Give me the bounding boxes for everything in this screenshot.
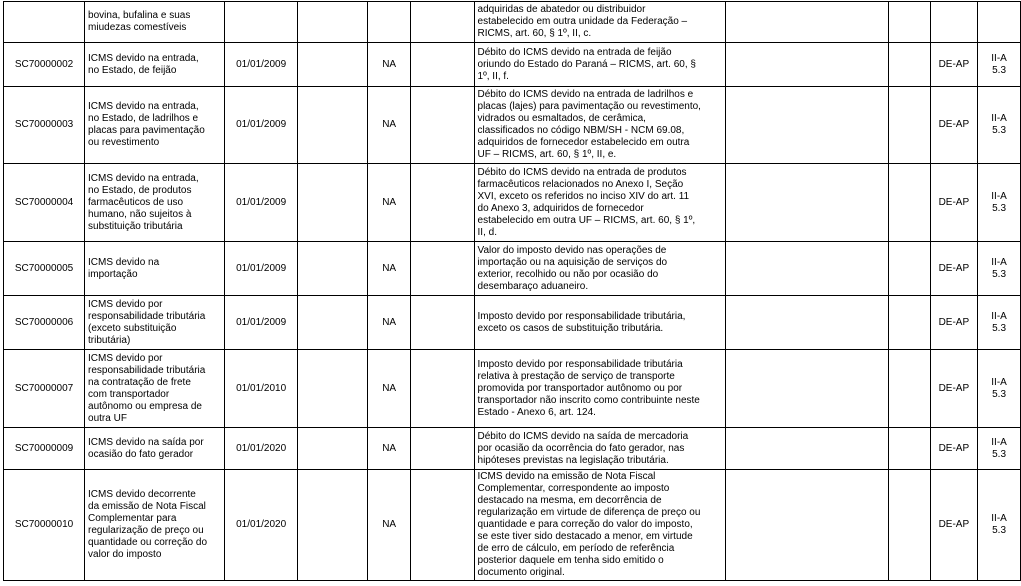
blank-cell <box>726 87 889 164</box>
description-cell-line: ocasião do fato gerador <box>88 448 194 460</box>
description-cell <box>85 296 225 350</box>
long-description-cell-line: exterior, recolhido ou não por ocasião do <box>477 268 659 280</box>
description-cell-line: ICMS devido na <box>88 256 160 268</box>
description-cell-line: quantidade ou correção do <box>88 537 208 548</box>
code-cell: SC70000010 <box>4 470 85 581</box>
table-row <box>4 2 1021 43</box>
section-cell-line: 5.3 <box>992 268 1007 280</box>
code-cell: SC70000007 <box>4 350 85 428</box>
section-cell <box>978 87 1021 164</box>
description-cell <box>85 43 225 87</box>
section-cell-line: II-A <box>991 376 1007 388</box>
reference-cell <box>930 2 978 43</box>
blank-cell <box>410 2 474 43</box>
long-description-cell-line: Débito do ICMS devido na entrada de produtos <box>477 166 687 178</box>
description-cell-line: ICMS devido na entrada, <box>88 101 199 112</box>
description-cell-line: na contratação de frete <box>88 376 191 388</box>
long-description-cell-line: Valor do imposto devido nas operações de <box>477 244 667 256</box>
description-cell-line: importação <box>88 268 138 280</box>
description-cell-line: humano, não sujeitos à <box>88 208 192 220</box>
long-description-cell <box>474 428 726 470</box>
start-date-cell: 01/01/2009 <box>225 296 298 350</box>
long-description-cell <box>474 242 726 296</box>
reference-cell: DE-AP <box>930 350 978 428</box>
description-cell-line: ou revestimento <box>88 137 160 148</box>
blank-cell <box>888 87 930 164</box>
long-description-cell-line: ICMS devido na emissão de Nota Fiscal <box>477 471 656 482</box>
long-description-cell-line: Estado - Anexo 6, art. 124. <box>477 406 596 418</box>
long-description-cell-line: Débito do ICMS devido na entrada de ladrilhos e <box>477 89 694 100</box>
table-row <box>4 87 1021 164</box>
long-description-cell-line: Imposto devido por responsabilidade tributária <box>477 358 683 370</box>
start-date-cell <box>225 2 298 43</box>
na-cell: NA <box>368 164 411 242</box>
blank-cell <box>726 428 889 470</box>
section-cell <box>978 350 1021 428</box>
description-cell <box>85 428 225 470</box>
code-cell: SC70000003 <box>4 87 85 164</box>
reference-cell: DE-AP <box>930 296 978 350</box>
description-cell-line: bovina, bufalina e suas <box>88 10 191 21</box>
end-date-cell <box>298 2 368 43</box>
end-date-cell <box>298 428 368 470</box>
section-cell-line: 5.3 <box>992 64 1007 76</box>
section-cell <box>978 43 1021 87</box>
section-cell <box>978 428 1021 470</box>
long-description-cell-line: vidrados ou esmaltados, de cerâmica, <box>477 113 646 124</box>
end-date-cell <box>298 43 368 87</box>
long-description-cell-line: exceto os casos de substituição tributária. <box>477 322 664 334</box>
reference-cell: DE-AP <box>930 428 978 470</box>
long-description-cell-line: Complementar, correspondente ao imposto <box>477 483 670 494</box>
long-description-cell <box>474 43 726 87</box>
description-cell-line: ICMS devido na saída por <box>88 436 204 448</box>
table-body <box>4 2 1021 581</box>
table-row <box>4 164 1021 242</box>
start-date-cell: 01/01/2010 <box>225 350 298 428</box>
long-description-cell-line: hipóteses previstas na legislação tributária. <box>477 454 669 466</box>
code-cell: SC70000005 <box>4 242 85 296</box>
reference-cell: DE-AP <box>930 43 978 87</box>
end-date-cell <box>298 242 368 296</box>
long-description-cell-line: II, d. <box>477 226 497 238</box>
blank-cell <box>888 296 930 350</box>
description-cell <box>85 470 225 581</box>
long-description-cell-line: UF – RICMS, art. 60, § 1º, II, e. <box>477 149 617 160</box>
description-cell-line: ICMS devido decorrente <box>88 489 196 500</box>
description-cell-line: no Estado, de ladrilhos e <box>88 113 199 124</box>
table-row <box>4 242 1021 296</box>
start-date-cell: 01/01/2020 <box>225 428 298 470</box>
blank-cell <box>726 43 889 87</box>
section-cell-line: 5.3 <box>992 448 1007 460</box>
code-cell: SC70000002 <box>4 43 85 87</box>
long-description-cell-line: quantidade e para correção do valor do imposto, <box>477 519 693 530</box>
long-description-cell-line: RICMS, art. 60, § 1º, II, c. <box>477 28 592 39</box>
blank-cell <box>410 43 474 87</box>
na-cell: NA <box>368 350 411 428</box>
blank-cell <box>726 470 889 581</box>
section-cell-line: II-A <box>991 513 1007 524</box>
section-cell <box>978 2 1021 43</box>
long-description-cell-line: 1º, II, f. <box>477 70 509 82</box>
long-description-cell-line: adquiridos de fornecedor estabelecido em outra <box>477 137 690 148</box>
table-row <box>4 470 1021 581</box>
reference-cell: DE-AP <box>930 87 978 164</box>
blank-cell <box>410 242 474 296</box>
long-description-cell-line: desembaraço aduaneiro. <box>477 280 589 292</box>
description-cell-line: responsabilidade tributária <box>88 364 206 376</box>
blank-cell <box>726 2 889 43</box>
long-description-cell <box>474 164 726 242</box>
description-cell-line: miudezas comestíveis <box>88 22 187 33</box>
long-description-cell-line: destacado na mesma, em decorrência de <box>477 495 662 506</box>
table-row <box>4 296 1021 350</box>
blank-cell <box>888 350 930 428</box>
description-cell-line: ICMS devido na entrada, <box>88 52 199 64</box>
section-cell-line: II-A <box>991 190 1007 202</box>
long-description-cell-line: de erro de cálculo, em período de referência <box>477 543 675 554</box>
section-cell-line: 5.3 <box>992 202 1007 214</box>
code-cell: SC70000004 <box>4 164 85 242</box>
description-cell-line: valor do imposto <box>88 549 162 560</box>
long-description-cell-line: XVI, exceto os referidos no inciso XIV do art. 11 <box>477 190 690 202</box>
section-cell-line: 5.3 <box>992 388 1007 400</box>
blank-cell <box>410 296 474 350</box>
na-cell: NA <box>368 242 411 296</box>
long-description-cell-line: Imposto devido por responsabilidade tributária, <box>477 310 686 322</box>
end-date-cell <box>298 296 368 350</box>
blank-cell <box>410 470 474 581</box>
blank-cell <box>888 164 930 242</box>
long-description-cell <box>474 2 726 43</box>
blank-cell <box>888 242 930 296</box>
long-description-cell-line: Débito do ICMS devido na saída de mercadoria <box>477 430 689 442</box>
description-cell-line: ICMS devido na entrada, <box>88 172 199 184</box>
long-description-cell <box>474 470 726 581</box>
description-cell-line: no Estado, de feijão <box>88 64 177 76</box>
start-date-cell: 01/01/2009 <box>225 164 298 242</box>
long-description-cell-line: placas (lajes) para pavimentação ou revestimento, <box>477 101 701 112</box>
long-description-cell-line: estabelecido em outra unidade da Federação – <box>477 16 688 27</box>
long-description-cell-line: promovida por transportador autônomo ou por <box>477 382 683 394</box>
na-cell: NA <box>368 43 411 87</box>
description-cell-line: ICMS devido por <box>88 298 163 310</box>
blank-cell <box>410 428 474 470</box>
na-cell: NA <box>368 87 411 164</box>
long-description-cell-line: transportador não inscrito como contribuinte neste <box>477 394 700 406</box>
section-cell <box>978 296 1021 350</box>
code-cell <box>4 2 85 43</box>
long-description-cell-line: Débito do ICMS devido na entrada de feijão <box>477 46 672 58</box>
blank-cell <box>888 43 930 87</box>
description-cell <box>85 2 225 43</box>
description-cell-line: tributária) <box>88 334 131 346</box>
description-cell-line: farmacêuticos de uso <box>88 196 184 208</box>
na-cell <box>368 2 411 43</box>
long-description-cell-line: estabelecido em outra UF – RICMS, art. 60, § 1º, <box>477 214 696 226</box>
description-cell-line: ICMS devido por <box>88 352 163 364</box>
section-cell <box>978 242 1021 296</box>
section-cell-line: 5.3 <box>992 322 1007 334</box>
description-cell <box>85 242 225 296</box>
end-date-cell <box>298 164 368 242</box>
long-description-cell-line: oriundo do Estado do Paraná – RICMS, art. 60, § <box>477 58 696 70</box>
start-date-cell: 01/01/2020 <box>225 470 298 581</box>
long-description-cell <box>474 350 726 428</box>
table-row <box>4 43 1021 87</box>
blank-cell <box>726 350 889 428</box>
start-date-cell: 01/01/2009 <box>225 43 298 87</box>
section-cell-line: II-A <box>991 436 1007 448</box>
blank-cell <box>726 242 889 296</box>
blank-cell <box>726 296 889 350</box>
description-cell-line: substituição tributária <box>88 220 183 232</box>
long-description-cell-line: regularização em virtude de diferença de preço ou <box>477 507 701 518</box>
long-description-cell-line: relativa à prestação de serviço de transporte <box>477 370 675 382</box>
description-cell-line: no Estado, de produtos <box>88 184 192 196</box>
start-date-cell: 01/01/2009 <box>225 87 298 164</box>
tax-code-table <box>3 1 1021 581</box>
long-description-cell-line: importação ou na aquisição de serviços do <box>477 256 668 268</box>
na-cell: NA <box>368 296 411 350</box>
long-description-cell-line: adquiridas de abatedor ou distribuidor <box>477 4 646 15</box>
end-date-cell <box>298 350 368 428</box>
long-description-cell-line: classificados no código NBM/SH - NCM 69.08, <box>477 125 685 136</box>
long-description-cell-line: posterior daquele em tenha sido emitido o <box>477 555 664 566</box>
code-cell: SC70000006 <box>4 296 85 350</box>
section-cell-line: II-A <box>991 52 1007 64</box>
section-cell-line: II-A <box>991 256 1007 268</box>
table-row <box>4 350 1021 428</box>
description-cell <box>85 87 225 164</box>
reference-cell: DE-AP <box>930 242 978 296</box>
blank-cell <box>410 350 474 428</box>
reference-cell: DE-AP <box>930 164 978 242</box>
description-cell <box>85 350 225 428</box>
description-cell-line: (exceto substituição <box>88 322 177 334</box>
description-cell-line: regularização de preço ou <box>88 525 204 536</box>
long-description-cell-line: se este tiver sido destacado a menor, em virtude <box>477 531 693 542</box>
section-cell-line: II-A <box>991 113 1007 124</box>
blank-cell <box>888 2 930 43</box>
na-cell: NA <box>368 470 411 581</box>
long-description-cell-line: farmacêuticos relacionados no Anexo I, Seção <box>477 178 684 190</box>
end-date-cell <box>298 470 368 581</box>
long-description-cell <box>474 87 726 164</box>
description-cell-line: autônomo ou empresa de <box>88 400 202 412</box>
blank-cell <box>410 87 474 164</box>
long-description-cell-line: documento original. <box>477 567 565 578</box>
code-cell: SC70000009 <box>4 428 85 470</box>
reference-cell: DE-AP <box>930 470 978 581</box>
section-cell <box>978 164 1021 242</box>
blank-cell <box>726 164 889 242</box>
section-cell-line: II-A <box>991 310 1007 322</box>
end-date-cell <box>298 87 368 164</box>
description-cell-line: responsabilidade tributária <box>88 310 206 322</box>
description-cell-line: placas para pavimentação <box>88 125 205 136</box>
long-description-cell-line: do Anexo 3, adquiridos de fornecedor <box>477 202 644 214</box>
blank-cell <box>888 428 930 470</box>
long-description-cell <box>474 296 726 350</box>
description-cell-line: com transportador <box>88 388 170 400</box>
section-cell <box>978 470 1021 581</box>
long-description-cell-line: por ocasião da ocorrência do fato gerador, nas <box>477 442 685 454</box>
table-row <box>4 428 1021 470</box>
description-cell-line: da emissão de Nota Fiscal <box>88 501 206 512</box>
description-cell-line: Complementar para <box>88 513 177 524</box>
section-cell-line: 5.3 <box>992 125 1007 136</box>
start-date-cell: 01/01/2009 <box>225 242 298 296</box>
description-cell-line: outra UF <box>88 412 127 424</box>
description-cell <box>85 164 225 242</box>
section-cell-line: 5.3 <box>992 525 1007 536</box>
blank-cell <box>410 164 474 242</box>
blank-cell <box>888 470 930 581</box>
na-cell: NA <box>368 428 411 470</box>
